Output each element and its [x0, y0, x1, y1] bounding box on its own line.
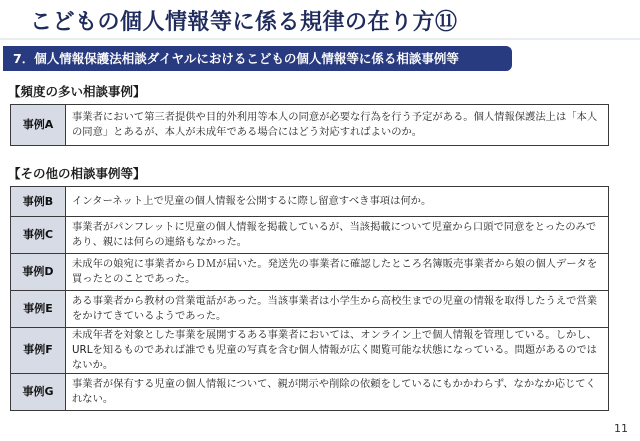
frequent-cases-table: [10, 104, 609, 146]
case-text: 事業者において第三者提供や目的外利用等本人の同意が必要な行為を行う予定がある。個人情報保護法上は「本人の同意」とあるが、本人が未成年である場合にはどう対応すればよいのか。: [66, 105, 609, 146]
case-text: 未成年の娘宛に事業者からＤＭが届いた。発送先の事業者に確認したところ名簿販売事業者から娘の個人データを買ったとのことであった。: [66, 254, 609, 291]
table-row: [11, 254, 609, 291]
table-row: [11, 105, 609, 146]
table-row: [11, 373, 609, 410]
case-label: 事例E: [11, 291, 66, 328]
table-row: [11, 328, 609, 374]
case-text: ある事業者から教材の営業電話があった。当該事業者は小学生から高校生までの児童の情報を取得したうえで営業をかけてきているようであった。: [66, 291, 609, 328]
page-title: こどもの個人情報等に係る規律の在り方⑪: [30, 10, 458, 35]
page-number: 11: [614, 422, 628, 435]
frequent-cases-heading: 【頻度の多い相談事例】: [8, 84, 146, 99]
table-row: [11, 291, 609, 328]
case-label: 事例A: [11, 105, 66, 146]
table-row: [11, 217, 609, 254]
case-text: 未成年者を対象とした事業を展開するある事業者においては、オンライン上で個人情報を管理している。しかし、URLを知るものであれば誰でも児童の写真を含む個人情報が広く閲覧可能な状態になっている。問題があるのではないか。: [66, 328, 609, 374]
case-text: インターネット上で児童の個人情報を公開するに際し留意すべき事項は何か。: [66, 187, 609, 217]
case-label: 事例B: [11, 187, 66, 217]
case-label: 事例G: [11, 373, 66, 410]
case-label: 事例D: [11, 254, 66, 291]
title-divider: [0, 38, 640, 40]
case-label: 事例F: [11, 328, 66, 374]
case-text: 事業者が保有する児童の個人情報について、親が開示や削除の依頼をしているにもかかわらず、なかなか応じてくれない。: [66, 373, 609, 410]
other-cases-heading: 【その他の相談事例等】: [8, 166, 146, 181]
case-label: 事例C: [11, 217, 66, 254]
case-text: 事業者がパンフレットに児童の個人情報を掲載しているが、当該掲載について児童から口頭で同意をとったのみであり、親には何らの連絡もなかった。: [66, 217, 609, 254]
section-banner: 7．個人情報保護法相談ダイヤルにおけるこどもの個人情報等に係る相談事例等: [3, 46, 512, 71]
other-cases-table: [10, 186, 609, 411]
table-row: [11, 187, 609, 217]
